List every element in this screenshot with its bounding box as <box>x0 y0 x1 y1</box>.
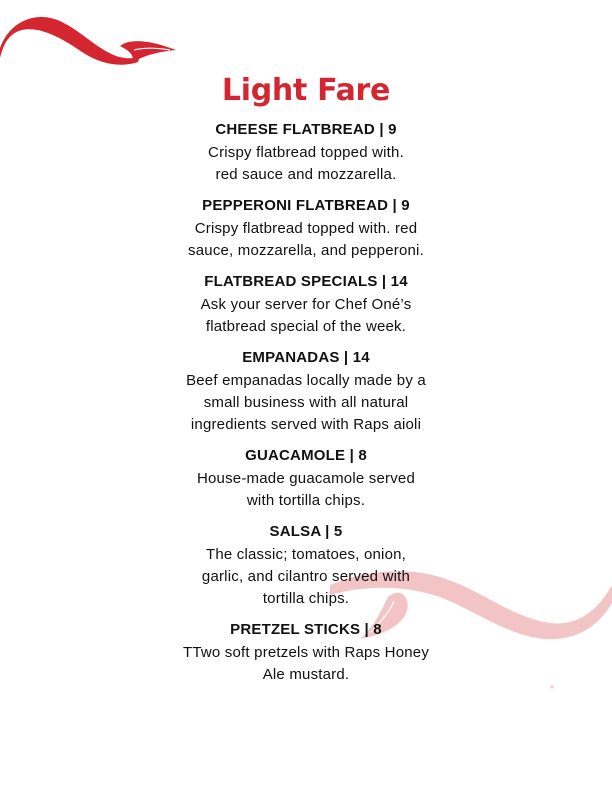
desc-line: sauce, mozzarella, and pepperoni. <box>188 242 424 259</box>
desc-line: The classic; tomatoes, onion, <box>205 546 407 563</box>
desc-line: small business with all natural <box>203 394 409 411</box>
desc-line: with tortilla chips. <box>246 492 366 509</box>
item-description <box>176 142 436 186</box>
desc-line: tortilla chips. <box>262 590 350 607</box>
item-description <box>176 468 436 512</box>
desc-line: Beef empanadas locally made by a <box>186 372 426 389</box>
menu-item-cheese-flatbread <box>0 120 612 186</box>
menu-item-pretzel-sticks <box>0 620 612 686</box>
desc-line: Ask your server for Chef Oné’s <box>200 296 412 313</box>
desc-line: TTwo soft pretzels with Raps Honey <box>182 644 430 661</box>
item-description <box>176 642 436 686</box>
desc-line: Crispy flatbread topped with. red <box>194 220 418 237</box>
desc-line: Ale mustard. <box>262 666 350 683</box>
item-name: FLATBREAD SPECIALS | 14 <box>204 273 408 290</box>
menu-section <box>0 72 612 696</box>
desc-line: garlic, and cilantro served with <box>201 568 411 585</box>
item-name: EMPANADAS | 14 <box>242 349 370 366</box>
item-description <box>176 544 436 610</box>
menu-item-pepperoni-flatbread <box>0 196 612 262</box>
menu-item-guacamole <box>0 446 612 512</box>
item-name: GUACAMOLE | 8 <box>245 447 367 464</box>
item-description <box>176 218 436 262</box>
menu-item-empanadas <box>0 348 612 436</box>
menu-item-salsa <box>0 522 612 610</box>
desc-line: House-made guacamole served <box>196 470 415 487</box>
red-swirl-decoration-top <box>0 0 200 80</box>
desc-line: ingredients served with Raps aioli <box>190 416 422 433</box>
item-name: CHEESE FLATBREAD | 9 <box>215 121 397 138</box>
desc-line: flatbread special of the week. <box>205 318 407 335</box>
item-name: PEPPERONI FLATBREAD | 9 <box>202 197 410 214</box>
desc-line: red sauce and mozzarella. <box>215 166 397 183</box>
desc-line: Crispy flatbread topped with. <box>208 144 404 161</box>
item-description <box>176 294 436 338</box>
item-name: SALSA | 5 <box>269 523 343 540</box>
item-description <box>176 370 436 436</box>
section-title: Light Fare <box>221 73 391 108</box>
menu-item-flatbread-specials <box>0 272 612 338</box>
item-name: PRETZEL STICKS | 8 <box>230 621 382 638</box>
